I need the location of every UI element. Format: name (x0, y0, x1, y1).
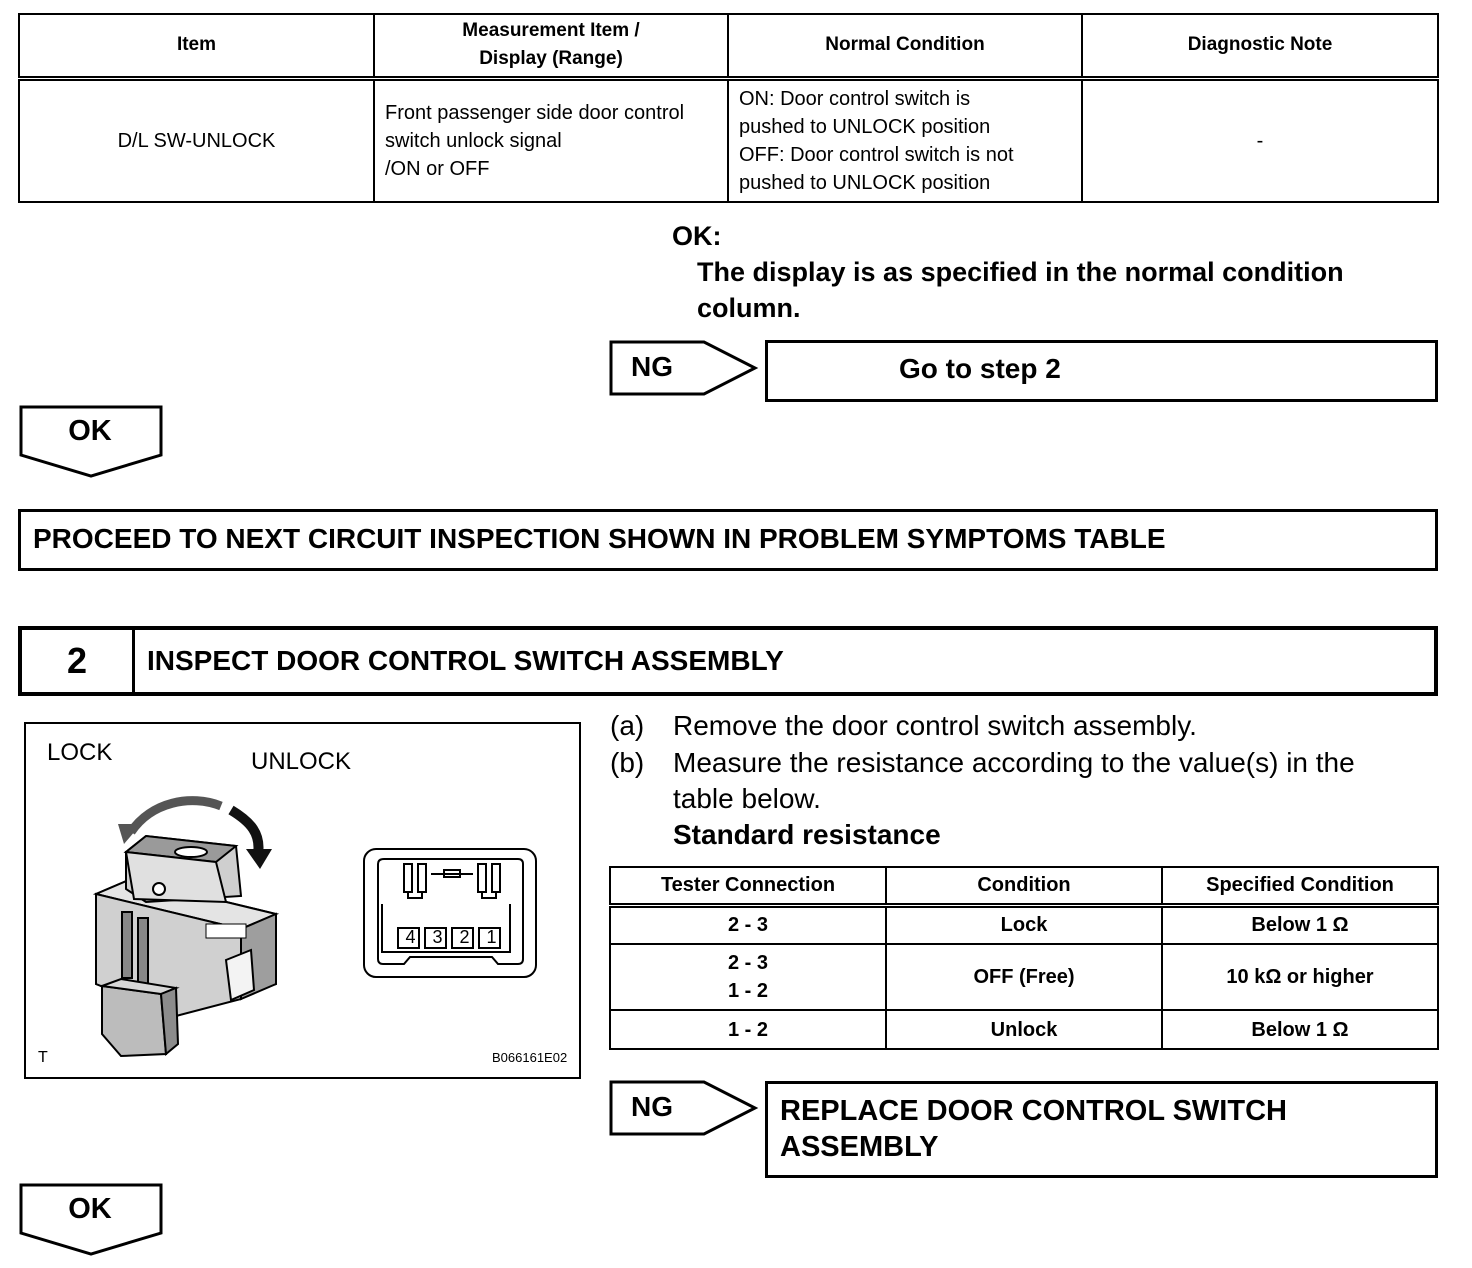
cell-line: 1 - 2 (727, 1018, 769, 1041)
cell-line: Front passenger side door control (385, 101, 685, 124)
header-measurement-line: Display (Range) (479, 48, 623, 70)
header-measurement (374, 14, 728, 78)
replace-line: REPLACE DOOR CONTROL SWITCH (780, 1095, 1287, 1127)
cell-specified: Below 1 Ω (1162, 1010, 1438, 1049)
ok-spec-line: The display is as specified in the normal condition (697, 257, 1344, 287)
header-measurement-line: Measurement Item / (462, 20, 640, 42)
ok-spec-line: column. (697, 293, 801, 323)
label-unlock: UNLOCK (251, 748, 352, 775)
step-b-text: Measure the resistance according to the value(s) in the (673, 747, 1355, 778)
replace-switch-box (765, 1081, 1438, 1178)
header-tester-connection: Tester Connection (610, 867, 886, 905)
instructions (610, 708, 1440, 858)
proceed-box: PROCEED TO NEXT CIRCUIT INSPECTION SHOWN IN PROBLEM SYMPTOMS TABLE (18, 509, 1438, 571)
cell-line: pushed to UNLOCK position (739, 171, 991, 194)
cell-connection (610, 944, 886, 1011)
cell-condition: Lock (886, 905, 1162, 944)
cell-line: pushed to UNLOCK position (739, 115, 991, 138)
switch-drawing (26, 724, 579, 1077)
ng-arrow (609, 340, 759, 400)
data-list-table (18, 13, 1439, 203)
connector-face-icon (364, 849, 536, 977)
switch-illustration (24, 722, 581, 1079)
step-a-text: Remove the door control switch assembly. (673, 710, 1197, 741)
replace-line: ASSEMBLY (780, 1131, 939, 1163)
cell-line: 2 - 3 (727, 951, 769, 974)
step-b-text: table below. (673, 783, 821, 814)
step-b-key: (b) (610, 747, 645, 778)
cell-line: 1 - 2 (727, 979, 769, 1002)
ng-arrow-label: NG (631, 351, 673, 382)
header-item: Item (19, 14, 374, 78)
step-number: 2 (22, 630, 135, 692)
header-normal-condition: Normal Condition (728, 14, 1082, 78)
header-condition: Condition (886, 867, 1162, 905)
header-diagnostic-note: Diagnostic Note (1082, 14, 1438, 78)
go-to-step-2-box: Go to step 2 (765, 340, 1438, 402)
ok-arrow-label: OK (68, 415, 112, 447)
cell-connection (610, 1010, 886, 1049)
figure-code: B066161E02 (492, 1050, 568, 1065)
cell-measurement (374, 78, 728, 202)
pin-label: 4 (405, 927, 416, 947)
pin-label: 2 (459, 927, 470, 947)
cell-line: ON: Door control switch is (739, 87, 971, 110)
cell-normal-condition (728, 78, 1082, 202)
cell-condition: OFF (Free) (886, 944, 1162, 1011)
pin-label: 3 (432, 927, 443, 947)
cell-diagnostic-note: - (1082, 78, 1438, 202)
ng-arrow-label: NG (631, 1091, 673, 1122)
ng-arrow (609, 1080, 759, 1140)
corner-mark: T (38, 1049, 48, 1066)
cell-specified: Below 1 Ω (1162, 905, 1438, 944)
ok-spec-label: OK: (672, 221, 722, 251)
cell-line: /ON or OFF (385, 157, 490, 180)
cell-line: 2 - 3 (727, 914, 769, 937)
standard-resistance-label: Standard resistance (673, 819, 941, 850)
switch-body-icon (96, 836, 276, 1056)
label-lock: LOCK (47, 739, 113, 766)
step-title: INSPECT DOOR CONTROL SWITCH ASSEMBLY (147, 645, 784, 676)
step-2-header (18, 626, 1438, 696)
ok-arrow-label: OK (68, 1193, 112, 1225)
table-row (19, 78, 1438, 202)
ok-arrow (19, 1183, 165, 1257)
cell-condition: Unlock (886, 1010, 1162, 1049)
cell-line: OFF: Door control switch is not (739, 143, 1014, 166)
cell-connection (610, 905, 886, 944)
cell-line: switch unlock signal (385, 129, 562, 152)
table-row (610, 1010, 1438, 1049)
resistance-table (609, 866, 1439, 1050)
table-row (610, 944, 1438, 1011)
pin-label: 1 (486, 927, 497, 947)
step-a-key: (a) (610, 710, 645, 741)
cell-item: D/L SW-UNLOCK (19, 78, 374, 202)
header-specified-condition: Specified Condition (1162, 867, 1438, 905)
cell-specified: 10 kΩ or higher (1162, 944, 1438, 1011)
ok-arrow (19, 405, 165, 479)
table-row (610, 905, 1438, 944)
